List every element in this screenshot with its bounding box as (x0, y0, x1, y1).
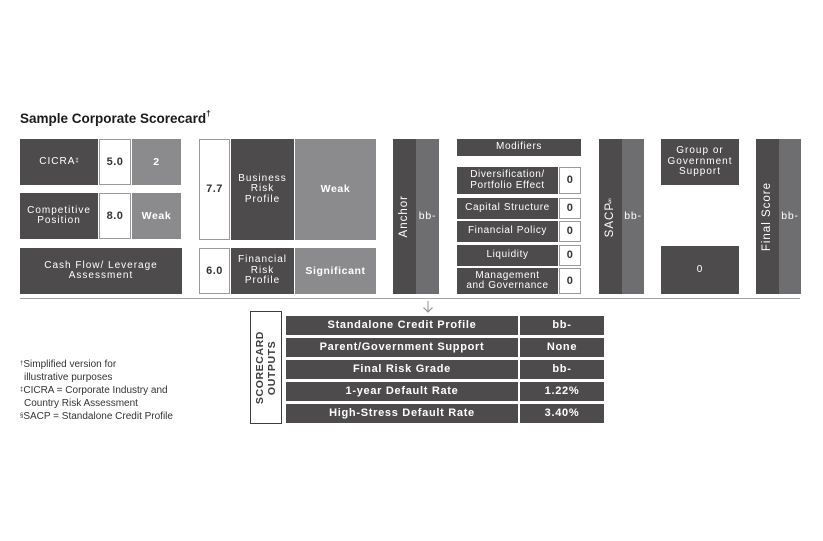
output-row-label (286, 404, 518, 423)
outputs-title-line: OUTPUTS (266, 340, 278, 395)
footnote-line: Country Risk Assessment (24, 398, 138, 409)
business-risk-value (295, 139, 376, 240)
modifier-value-text: 0 (566, 249, 574, 262)
output-value-text: bb- (552, 363, 572, 376)
sacp-label-wrap (604, 196, 617, 237)
outputs-title-line: SCORECARD (254, 330, 266, 405)
output-row-label (286, 382, 518, 401)
modifier-value-text: 0 (566, 225, 574, 238)
cicra-value-text: 2 (153, 155, 160, 168)
footnote-mark: ‡ (20, 387, 24, 393)
competitive-position-value (132, 193, 181, 239)
group-support-value: 0 (696, 263, 704, 275)
final-score-label-box (756, 139, 779, 294)
modifier-label-line: and Governance (466, 280, 549, 291)
financial-risk-profile-label-box (231, 248, 294, 294)
output-value-text: 1.22% (544, 385, 580, 398)
competitive-position-label-line: Position (37, 215, 81, 226)
sacp-value: bb- (624, 210, 642, 223)
competitive-position-value-text: Weak (141, 209, 172, 222)
final-score-value-box (779, 139, 801, 294)
section-divider (20, 298, 800, 299)
cash-flow-leverage-label-line: Assessment (68, 270, 134, 281)
group-support-label-box (661, 139, 739, 185)
output-row-value (520, 316, 604, 335)
output-row-label (286, 338, 518, 357)
business-risk-label-line: Profile (244, 193, 281, 205)
modifier-label-line: Portfolio Effect (470, 179, 545, 191)
footnote-mark: † (20, 361, 24, 367)
modifier-management-label-box (457, 268, 558, 294)
footnote-line: Simplified version for (23, 359, 117, 370)
modifier-value-text: 0 (566, 174, 574, 187)
modifier-financial-policy-label-box (457, 221, 558, 242)
output-value-text: bb- (552, 319, 572, 332)
modifier-label-line: Financial Policy (467, 225, 548, 237)
competitive-position-label-line: Competitive (27, 204, 91, 216)
title-text: Sample Corporate Scorecard (20, 111, 207, 126)
modifier-label-line: Liquidity (486, 249, 529, 261)
modifier-capital-structure-value (559, 198, 581, 219)
competitive-position-score (99, 193, 131, 239)
cicra-value (132, 139, 181, 185)
output-value-text: None (546, 341, 578, 354)
footnote-mark: § (20, 413, 24, 419)
sacp-mark: § (607, 196, 613, 203)
modifier-label-line: Management (475, 269, 540, 281)
group-support-label-line: Support (678, 166, 722, 178)
financial-risk-label-line: Risk (250, 264, 275, 276)
output-label-text: High-Stress Default Rate (329, 407, 475, 420)
financial-risk-label-line: Profile (244, 275, 281, 287)
business-risk-label-line: Risk (250, 183, 275, 195)
cicra-label: CICRA (39, 155, 76, 167)
final-score-label: Final Score (761, 181, 773, 252)
financial-risk-score-text: 6.0 (206, 264, 223, 277)
business-risk-value-text: Weak (320, 183, 351, 196)
footnote-line: illustrative purposes (24, 372, 113, 383)
footnotes (20, 358, 173, 423)
group-support-label-line: Government (667, 155, 733, 167)
output-row-value (520, 338, 604, 357)
modifier-liquidity-label-box (457, 245, 558, 266)
output-label-text: 1-year Default Rate (345, 385, 459, 398)
modifier-liquidity-value (559, 245, 581, 266)
scorecard-title (20, 111, 211, 126)
anchor-label: Anchor (398, 195, 410, 238)
business-risk-score (199, 139, 230, 240)
modifier-diversification-value (559, 167, 581, 194)
footnote (20, 358, 173, 384)
business-risk-label-line: Business (238, 172, 287, 184)
output-row-label (286, 316, 518, 335)
business-risk-score-text: 7.7 (206, 183, 223, 196)
scorecard-outputs-title-box (250, 311, 282, 424)
financial-risk-label-line: Financial (237, 254, 288, 266)
output-value-text: 3.40% (544, 407, 580, 420)
output-row-value (520, 382, 604, 401)
output-label-text: Standalone Credit Profile (327, 319, 477, 332)
sacp-label-box (599, 139, 622, 294)
footnote-line: CICRA = Corporate Industry and (23, 385, 168, 396)
group-support-value-box (661, 246, 739, 294)
financial-risk-value-text: Significant (305, 264, 366, 277)
cicra-score-text: 5.0 (106, 155, 124, 168)
modifier-label-line: Capital Structure (465, 202, 550, 214)
anchor-label-box (393, 139, 416, 294)
group-support-label-line: Group or (676, 145, 724, 157)
cicra-label-box (20, 139, 98, 185)
output-row-value (520, 404, 604, 423)
modifier-value-text: 0 (566, 274, 574, 287)
business-risk-profile-label-box (231, 139, 294, 240)
cash-flow-leverage-label-line: Cash Flow/ Leverage (44, 259, 158, 271)
modifier-capital-structure-label-box (457, 198, 558, 219)
anchor-value: bb- (418, 210, 437, 223)
financial-risk-score (199, 248, 230, 294)
competitive-position-label-box (20, 193, 98, 239)
down-arrow-icon (422, 301, 434, 314)
anchor-value-box (416, 139, 439, 294)
footnote-line: SACP = Standalone Credit Profile (23, 411, 173, 422)
scorecard-outputs-title (254, 331, 278, 404)
financial-risk-value (295, 248, 376, 294)
final-score-value: bb- (781, 210, 799, 223)
output-label-text: Parent/Government Support (319, 341, 485, 354)
modifier-financial-policy-value (559, 221, 581, 242)
modifier-label-line: Diversification/ (470, 169, 545, 180)
cash-flow-leverage-box (20, 248, 182, 294)
output-row-label (286, 360, 518, 379)
output-row-value (520, 360, 604, 379)
competitive-position-score-text: 8.0 (106, 209, 124, 222)
footnote (20, 410, 173, 423)
modifier-management-value (559, 268, 581, 294)
footnote (20, 384, 173, 410)
title-mark: † (206, 109, 211, 118)
cicra-mark: ‡ (75, 157, 79, 164)
cicra-score (99, 139, 131, 185)
sacp-label: SACP (604, 201, 616, 238)
output-label-text: Final Risk Grade (352, 363, 451, 376)
sacp-value-box (622, 139, 644, 294)
modifiers-header (457, 139, 581, 156)
modifier-diversification-label-box (457, 167, 558, 194)
modifier-value-text: 0 (566, 202, 574, 215)
modifiers-title: Modifiers (496, 141, 542, 153)
